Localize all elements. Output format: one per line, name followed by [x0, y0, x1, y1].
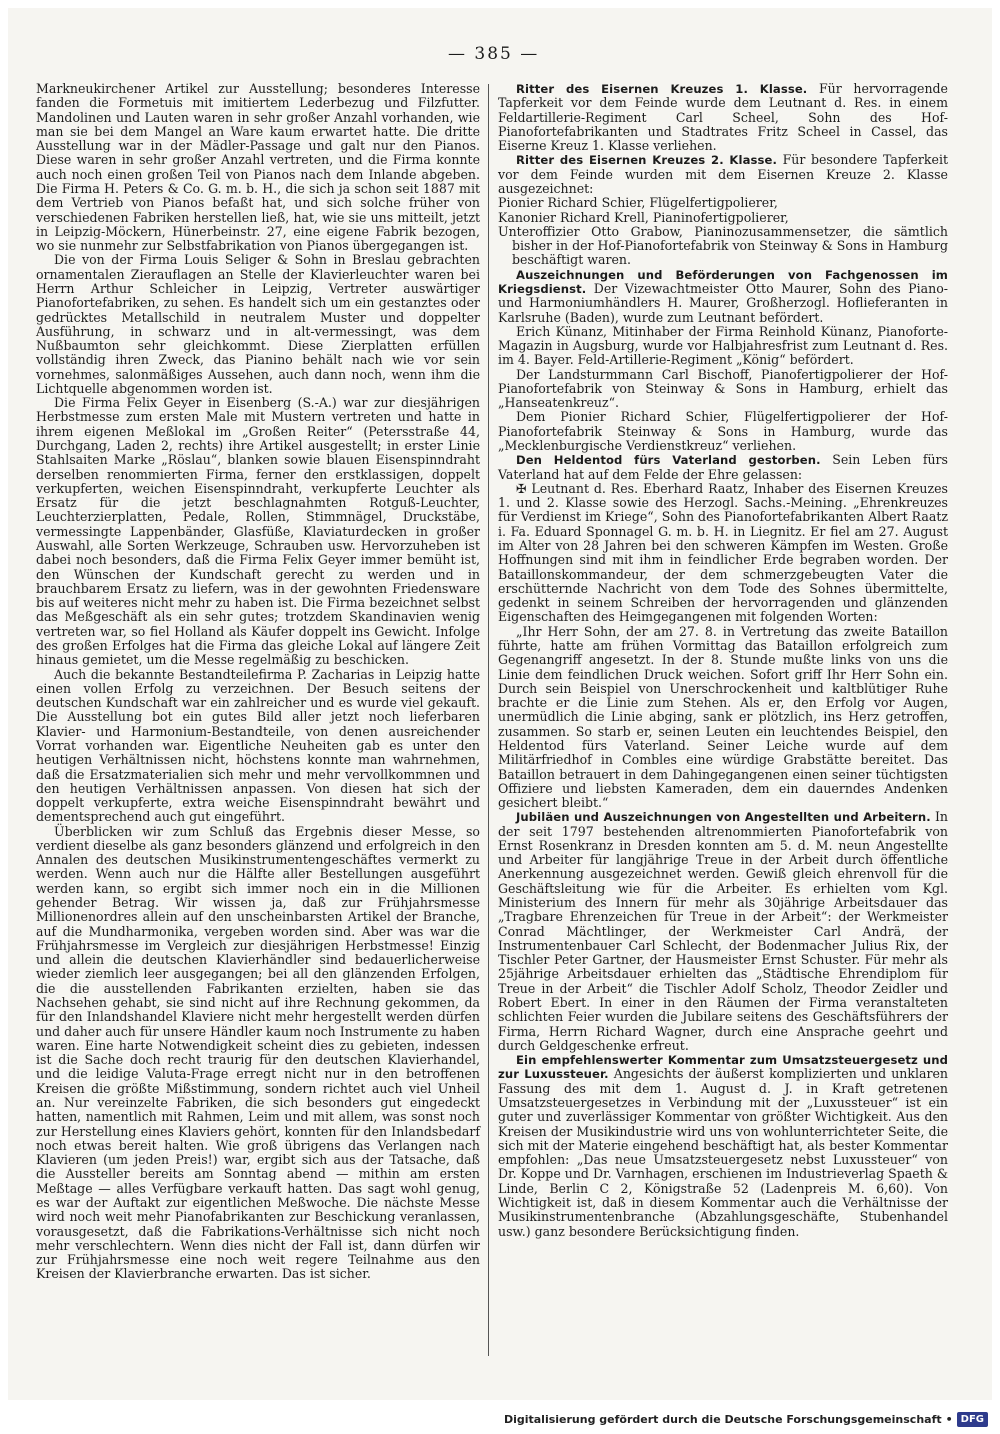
paragraph-text: Der Vizewachtmeister Otto Maurer, Sohn des Piano- und Harmoniumhändlers H. Maurer, Großherzogl. Hoflieferanten in Karlsruhe (Baden), wurde zum Leutnant befördert.	[498, 280, 948, 325]
paragraph-text: Dem Pionier Richard Schier, Flügelfertigpolierer der Hof-Pianofortefabrik Steinway & Sons in Hamburg, wurde das „Mecklenburgische Verdienstkreuz“ verliehen.	[498, 409, 948, 454]
right-paragraph	[498, 410, 948, 453]
paragraph-text: ✠ Leutnant d. Res. Eberhard Raatz, Inhaber des Eisernen Kreuzes 1. und 2. Klasse sowie des Herzogl. Sachs.-Meining. „Ehrenkreuzes für Verdienst im Kriege“, Sohn des Pianofortefabrikanten Albert Raatz i. Fa. Eduard Sponnagel G. m. b. H. in Liegnitz. Er fiel am 27. August im Alter von 28 Jahren bei den schweren Kämpfen im Westen. Große Hoffnungen sind mit ihm in feindlicher Erde begraben worden. Der Bataillonskommandeur, der dem schmerzgebeugten Vater die erschütternde Nachricht von dem Tode des Sohnes übermittelte, gedenkt in seinem Schreiben der hervorragenden und glänzenden Eigenschaften des Heimgegangenen mit folgenden Worten:	[498, 480, 948, 625]
right-paragraph	[498, 453, 948, 482]
right-column	[498, 82, 948, 1239]
paragraph-text: Erich Künanz, Mitinhaber der Firma Reinhold Künanz, Pianoforte-Magazin in Augsburg, wurde vor Halbjahresfrist zum Leutnant d. Res. im 4. Bayer. Feld-Artillerie-Regiment „König“ befördert.	[498, 323, 948, 368]
left-column	[36, 82, 480, 1282]
section-heading: Auszeichnungen und Beförderungen von Fachgenossen im Kriegsdienst.	[498, 267, 948, 296]
right-paragraph	[498, 1053, 948, 1239]
section-heading: Ein empfehlenswerter Kommentar zum Umsatzsteuergesetz und zur Luxussteuer.	[498, 1053, 948, 1082]
footer-credit: Digitalisierung gefördert durch die Deutsche Forschungsgemeinschaft	[503, 1412, 942, 1426]
footer-separator: •	[945, 1412, 953, 1426]
scanned-page	[8, 8, 992, 1400]
paragraph-text: Für besondere Tapferkeit vor dem Feinde wurden mit dem Eisernen Kreuze 2. Klasse ausgezeichnet:	[498, 152, 949, 196]
paragraph-text: Unteroffizier Otto Grabow, Pianinozusammensetzer, die sämtlich bisher in der Hof-Pianofortefabrik von Steinway & Sons in Hamburg beschäftigt waren.	[498, 223, 948, 268]
paragraph-text: Auch die bekannte Bestandteilefirma P. Zacharias in Leipzig hatte einen vollen Erfolg zu verzeichnen. Der Besuch seitens der deutschen Kundschaft war ein zahlreicher und es wurde viel gekauft. Die Ausstellung bot ein gutes Bild aller jetzt noch lieferbaren Klavier- und Harmonium-Bestandteile, von denen ausreichender Vorrat vorhanden war. Eigentliche Neuheiten gab es unter den heutigen Verhältnissen nicht, höchstens konnte man wahrnehmen, daß die Ersatzmaterialien sich mehr und mehr vervollkommnen und den heutigen Verhältnissen anpassen. Von diesen hat sich der doppelt verkupferte, extra weiche Eisenspinndraht bewährt und dementsprechend auch gut eingeführt.	[36, 666, 480, 825]
right-paragraph	[498, 625, 948, 811]
left-paragraph	[36, 396, 480, 667]
right-paragraph	[498, 482, 948, 625]
right-paragraph	[498, 211, 948, 225]
left-paragraph	[36, 825, 480, 1282]
right-paragraph	[498, 153, 948, 196]
paragraph-text: Markneukirchener Artikel zur Ausstellung; besonderes Interesse fanden die Formetuis mit imitiertem Lederbezug und Filzfutter. Mandolinen und Lauten waren in sehr großer Anzahl vorhanden, wie man sie bei dem Mangel an Ware kaum erwartet hatte. Die dritte Ausstellung war in der Mädler-Passage und galt nur den Pianos. Diese waren in sehr großer Anzahl vertreten, und die Firma konnte auch noch einen großen Teil von Pianos nach dem Inlande abgeben. Die Firma H. Peters & Co. G. m. b. H., die sich ja schon seit 1887 mit dem Vertrieb von Pianos befaßt hat, und sich solche früher von verschiedenen Fabriken herstellen ließ, hat, wie sie uns mitteilt, jetzt in Leipzig-Möckern, Hünerbeinstr. 27, eine eigene Fabrik bezogen, wo sie nunmehr zur Selbstfabrikation von Pianos übergegangen ist.	[36, 81, 480, 254]
section-heading: Ritter des Eisernen Kreuzes 2. Klasse.	[516, 153, 777, 168]
section-heading: Ritter des Eisernen Kreuzes 1. Klasse.	[516, 82, 808, 96]
dfg-logo-icon: DFG	[957, 1412, 988, 1427]
footer	[504, 1409, 988, 1429]
section-heading: Jubiläen und Auszeichnungen von Angestellten und Arbeitern.	[516, 810, 931, 825]
right-paragraph	[498, 810, 948, 1053]
paragraph-text: Der Landsturmmann Carl Bischoff, Pianofertigpolierer der Hof-Pianofortefabrik von Steinway & Sons in Hamburg, erhielt das „Hanseatenkreuz“.	[498, 366, 948, 411]
right-paragraph	[498, 225, 948, 268]
paragraph-text: Kanonier Richard Krell, Pianinofertigpolierer,	[498, 209, 789, 225]
paragraph-text: In der seit 1797 bestehenden altrenommierten Pianofortefabrik von Ernst Rosenkranz in Dresden konnten am 5. d. M. neun Angestellte und Arbeiter für langjährige Treue in der Arbeit durch öffentliche Anerkennung ausgezeichnet werden. Gewiß gleich ehrenvoll für die Geschäftsleitung wie für die Arbeiter. Es erhielten vom Kgl. Ministerium des Innern für mehr als 30jährige Arbeitsdauer das „Tragbare Ehrenzeichen für Treue in der Arbeit“: der Werkmeister Conrad Mächtlinger, der Werkmeister Carl Andrä, der Instrumentenbauer Carl Schlecht, der Bodenmacher Julius Rix, der Tischler Peter Gartner, der Hausmeister Ernst Schuster. Für mehr als 25jährige Arbeitsdauer erhielten das „Städtische Ehrendiplom für Treue in der Arbeit“ die Tischler Adolf Scholz, Theodor Zeidler und Robert Ebert. In einer in den Räumen der Firma veranstalteten schlichten Feier wurden die Jubilare seitens des Geschäftsführers der Firma, Herrn Richard Wagner, durch eine Ansprache geehrt und durch Geldgeschenke erfreut.	[498, 809, 948, 1053]
right-paragraph	[498, 268, 948, 325]
paragraph-text: Pionier Richard Schier, Flügelfertigpolierer,	[498, 195, 778, 211]
paragraph-text: „Ihr Herr Sohn, der am 27. 8. in Vertretung das zweite Bataillon führte, hatte am frühen Vormittag das Bataillon erfolgreich zum Gegenangriff angesetzt. In der 8. Stunde mußte links von uns die Linie dem feindlichen Druck weichen. Sofort griff Ihr Herr Sohn ein. Durch sein Beispiel von Unerschrockenheit und kaltblütiger Ruhe brachte er die Linie zum Stehen. Als er, den Erfolg vor Augen, unermüdlich die Linie abging, sank er plötzlich, ins Herz getroffen, zusammen. So starb er, seinen Leuten ein leuchtendes Beispiel, den Heldentod fürs Vaterland. Seiner Leiche wurde auf dem Militärfriedhof in Combles eine würdige Grabstätte bereitet. Das Bataillon betrauert in dem Dahingegangenen einen seiner tüchtigsten Offiziere und liebsten Kameraden, dem ein dauerndes Andenken gesichert bleibt.“	[498, 623, 948, 811]
left-paragraph	[36, 253, 480, 396]
paragraph-text: Für hervorragende Tapferkeit vor dem Feinde wurde dem Leutnant d. Res. in einem Feldartillerie-Regiment Carl Scheel, Sohn des Hof-Pianofortefabrikanten und Stadtrates Fritz Scheel in Cassel, das Eiserne Kreuz 1. Klasse verliehen.	[498, 81, 948, 154]
right-paragraph	[498, 196, 948, 210]
paragraph-text: Die von der Firma Louis Seliger & Sohn in Breslau gebrachten ornamentalen Zierauflagen an Stelle der Klavierleuchter waren bei Herrn Arthur Schleicher in Leipzig, Vertreter auswärtiger Pianofortefabriken, zu sehen. Es handelt sich um ein gestanztes oder gedrücktes Metallschild in neutralem Muster und doppelter Ausführung, in schwarz und in alt-vermessingt, was dem Nußbaumton sehr gleichkommt. Diese Zierplatten erfüllen vollständig ihren Zweck, das Pianino behält nach wie vor sein vornehmes, salonmäßiges Aussehen, auch dann noch, wenn ihm die Lichtquelle abgenommen worden ist.	[36, 252, 480, 396]
paragraph-text: Angesichts der äußerst komplizierten und unklaren Fassung des mit dem 1. August d. J. in Kraft getretenen Umsatzsteuergesetzes in Verbindung mit der „Luxussteuer“ ist ein guter und zuverlässiger Kommentar von größter Wichtigkeit. Aus den Kreisen der Musikindustrie wird uns von wohlunterrichteter Seite, die sich mit der Materie eingehend beschäftigt hat, als bester Kommentar empfohlen: „Das neue Umsatzsteuergesetz nebst Luxussteuer“ von Dr. Koppe und Dr. Varnhagen, erschienen im Industrieverlag Spaeth & Linde, Berlin C 2, Königstraße 52 (Ladenpreis M. 6,60). Von Wichtigkeit ist, daß in diesem Kommentar auch die Verhältnisse der Musikinstrumentenbranche (Abzahlungsgeschäfte, Stubenhandel usw.) ganz besondere Berücksichtigung finden.	[498, 1066, 948, 1239]
right-paragraph	[498, 368, 948, 411]
paragraph-text: Überblicken wir zum Schluß das Ergebnis dieser Messe, so verdient dieselbe als ganz besonders glänzend und erfolgreich in den Annalen des deutschen Musikinstrumentengeschäftes vermerkt zu werden. Wenn auch nur die Hälfte aller Bestellungen ausgeführt werden kann, so ergibt sich immer noch ein in die Millionen gehender Betrag. Wir wissen ja, daß zur Frühjahrsmesse Millionenordres allein auf den unscheinbarsten Artikel der Branche, auf die Mundharmonika, vergeben worden sind. Aber was war die Frühjahrsmesse im Vergleich zur diesjährigen Herbstmesse! Einzig und allein die deutschen Klavierhändler sind bedauerlicherweise wieder ziemlich leer ausgegangen; bei all den glänzenden Erfolgen, die die ausstellenden Fabrikanten erzielten, haben sie das Nachsehen gehabt, sie sind nicht auf ihre Rechnung gekommen, da für den Inlandshandel Klaviere nicht mehr hergestellt werden dürfen und daher auch für unsere Händler kaum noch Instrumente zu haben waren. Eine harte Notwendigkeit scheint dies zu gebieten, indessen ist die Sache doch recht traurig für den deutschen Klavierhandel, und die leidige Valuta-Frage erregt nicht nur in den betroffenen Kreisen die größte Mißstimmung, sondern richtet auch viel Unheil an. Nur vereinzelte Fabriken, die sich besonders gut eingedeckt hatten, namentlich mit Rahmen, Leim und mit allem, was sonst noch zur Herstellung eines Klaviers gehört, konnten für den Inlandsbedarf noch etwas bereit halten. Wie groß übrigens das Verlangen nach Klavieren (um jeden Preis!) war, ergibt sich aus der Tatsache, daß die Aussteller bereits am Sonntag abend — mithin am ersten Meßtage — alles Verfügbare verkauft hatten. Das sagt wohl genug, es war der Auftakt zur eigentlichen Meßwoche. Die nächste Messe wird noch weit mehr Pianofabrikanten zur Beschickung veranlassen, vorausgesetzt, daß die Fabrikations-Verhältnisse sich nicht noch mehr verschlechtern. Wenn dies nicht der Fall ist, dann dürfen wir zur Frühjahrsmesse eine noch weit regere Teilnahme aus den Kreisen der Klavierbranche erwarten. Das ist sicher.	[36, 823, 480, 1282]
left-paragraph	[36, 668, 480, 825]
paragraph-text: Sein Leben fürs Vaterland hat auf dem Felde der Ehre gelassen:	[498, 452, 948, 482]
page-number: — 385 —	[448, 44, 540, 64]
column-divider	[488, 84, 489, 1356]
paragraph-text: Die Firma Felix Geyer in Eisenberg (S.-A.) war zur diesjährigen Herbstmesse zum ersten Male mit Mustern vertreten und hatte in ihrem eigenen Meßlokal im „Großen Reiter“ (Petersstraße 44, Durchgang, Laden 2, rechts) ihre Artikel ausgestellt; in erster Linie Stahlsaiten Marke „Röslau“, blanken sowie blauen Eisenspinndraht derselben renommierten Firma, ferner den erstklassigen, doppelt verkupferten, weichen Eisenspinndraht, verkupferte Leuchter als Ersatz für die jetzt beschlagnahmten Rotguß-Leuchter, Leuchterzierplatten, Pedale, Rollen, Stimmnägel, Druckstäbe, vermessingte Lappenbänder, Glasfüße, Klaviaturdecken in großer Auswahl, alle Sorten Werkzeuge, Schrauben usw. Hervorzuheben ist dabei noch besonders, daß die Firma Felix Geyer immer bemüht ist, den Wünschen der Kundschaft gerecht zu werden und in brauchbarem Ersatz zu liefern, was in der gewohnten Friedensware bis auf weiteres nicht mehr zu haben ist. Die Firma bezeichnet selbst das Meßgeschäft als ein sehr gutes; trotzdem Skandinavien wenig vertreten war, so fiel Holland als Käufer doppelt ins Gewicht. Infolge des großen Erfolges hat die Firma das gleiche Lokal auf längere Zeit hinaus gemietet, um die Messe regelmäßig zu beschicken.	[36, 395, 480, 668]
right-paragraph	[498, 82, 948, 153]
section-heading: Den Heldentod fürs Vaterland gestorben.	[516, 453, 821, 468]
left-paragraph	[36, 82, 480, 253]
right-paragraph	[498, 325, 948, 368]
